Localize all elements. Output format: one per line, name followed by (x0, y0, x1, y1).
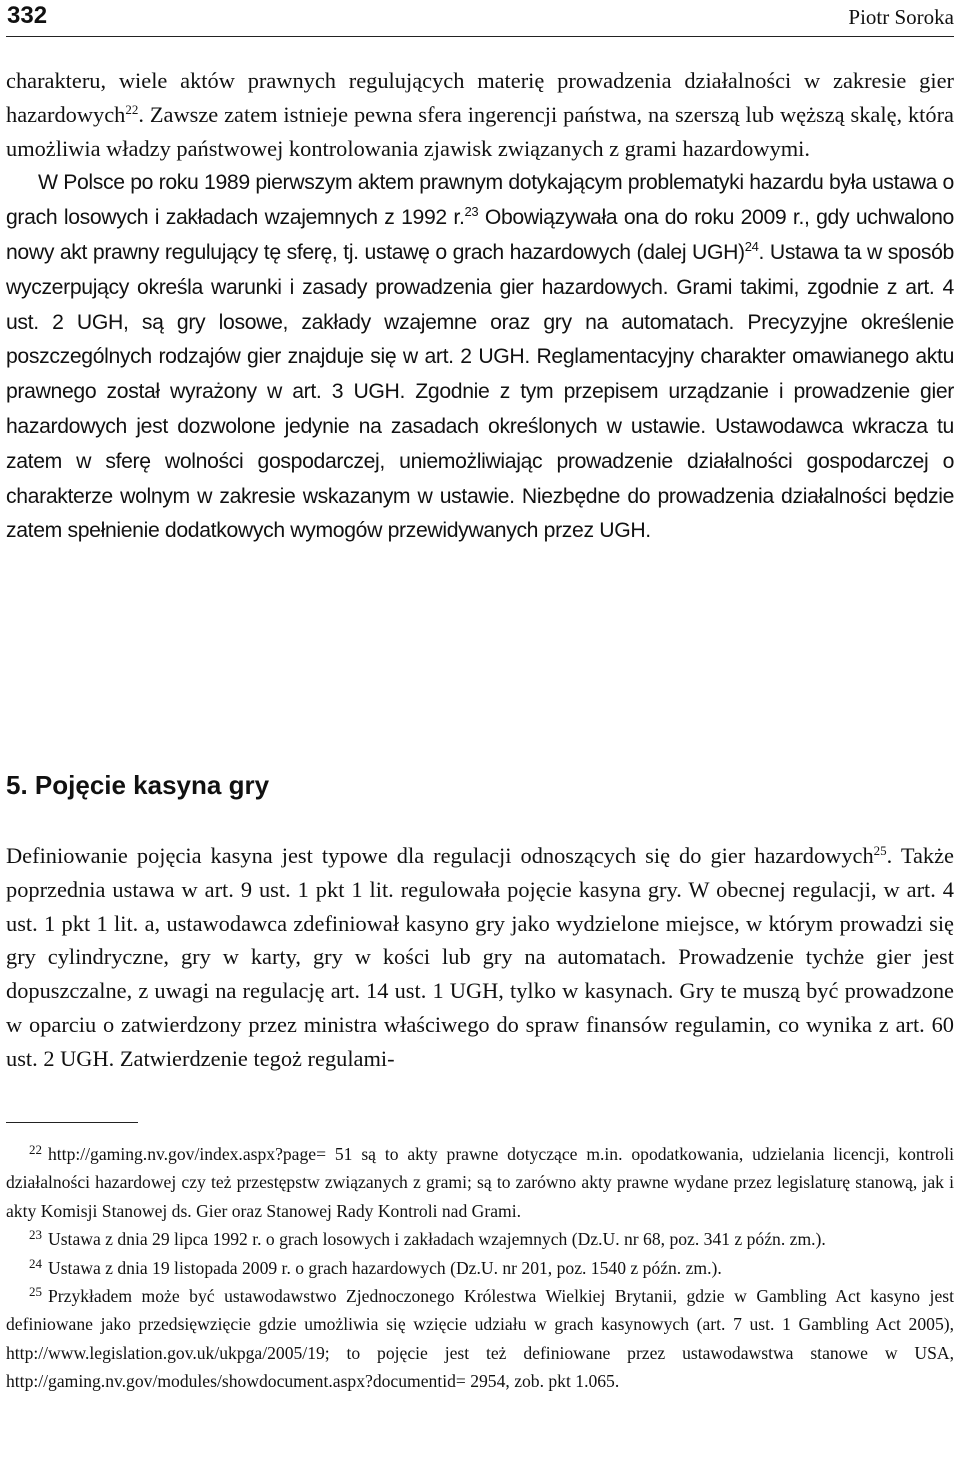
paragraph-text: Definiowanie pojęcia kasyna jest typowe dla regulacji odnoszących się do gier hazardowych (6, 843, 874, 868)
footnote-ref-22[interactable]: 22 (125, 101, 139, 117)
running-head-author: Piotr Soroka (848, 5, 954, 29)
paragraph-text: . Ustawa ta w sposób wyczerpujący określa warunki i zasady prowadzenia gier hazardowych. Grami takimi, zgodnie z art. 4 ust. 2 UGH, są gry losowe, zakłady wzajemne oraz gry na automatach. Precyzyjne określenie poszczególnych rodzajów gier znajduje się w art. 2 UGH. Reglamentacyjny charakter omawianego aktu prawnego został wyrażony w art. 3 UGH. Zgodnie z tym przepisem urządzanie i prowadzenie gier hazardowych jest dozwolone jedynie na zasadach określonych w ustawie. Ustawodawca wkracza tu zatem w sferę wolności gospodarczej, uniemożliwiając prowadzenie działalności gospodarczej o charakterze wolnym w zakresie wskazanym w ustawie. Niezbędne do prowadzenia działalności będzie zatem spełnienie dodatkowych wymogów przewidywanych przez UGH. (6, 240, 954, 543)
body-paragraph-2 (6, 839, 954, 1076)
footnote-ref-25[interactable]: 25 (873, 843, 887, 858)
footnote-ref-23[interactable]: 23 (464, 204, 479, 220)
footnote-ref-24[interactable]: 24 (744, 238, 759, 254)
paragraph-text: Obowiązywała ona do roku 2009 r., gdy uchwalono nowy akt prawny regulujący tę sferę, tj. ustawę o grach hazardowych (dalej UGH) (6, 206, 954, 264)
footnote-23: 23 Ustawa z dnia 29 lipca 1992 r. o grach losowych i zakładach wzajemnych (Dz.U. nr 68, poz. 341 z późn. zm.). (29, 1227, 826, 1250)
footnotes (6, 1140, 954, 1396)
footnote-text: Ustawa z dnia 19 listopada 2009 r. o grach hazardowych (Dz.U. nr 201, poz. 1540 z późn. zm.). (48, 1257, 722, 1278)
paragraph-text: . Także poprzednia ustawa w art. 9 ust. 1 pkt 1 lit. regulowała pojęcie kasyna gry. W obecnej regulacji, w art. 4 ust. 1 pkt 1 lit. a, ustawodawca zdefiniował kasyno gry jako wydzielone miejsce, w którym prowadzi się gry cylindryczne, gry w karty, gry w kości lub gry na automatach. Prowadzenie tychże gier jest dopuszczalne, z uwagi na regulację art. 14 ust. 1 UGH, tylko w kasynach. Gry te muszą być prowadzone w oparciu o zatwierdzony przez ministra właściwego do spraw finansów regulamin, co wynika z art. 60 ust. 2 UGH. Zatwierdzenie tegoż regulami- (6, 843, 954, 1071)
footnote-text: Przykładem może być ustawodawstwo Zjednoczonego Królestwa Wielkiej Brytanii, gdzie w Gambling Act kasyno jest definiowane jako przedsięwzięcie gdzie umożliwia się wzięcie udziału w grach kasynowych (art. 7 ust. 1 Gambling Act 2005), http://www.legislation.gov.uk/ukpga/2005/19; to pojęcie jest też definiowane przez ustawodawstwa stanowe w USA, http://gaming.nv.gov/modules/showdocument.aspx?documentid= 2954, zob. pkt 1.065. (6, 1286, 954, 1392)
footnote-24: 24 Ustawa z dnia 19 listopada 2009 r. o grach hazardowych (Dz.U. nr 201, poz. 1540 z późn. zm.). (29, 1255, 722, 1278)
footnote-text: http://gaming.nv.gov/index.aspx?page= 51 są to akty prawne dotyczące m.in. opodatkowania, udzielania licencji, kontroli działalności hazardowej czy też przestępstw związanych z grami; są to zarówno akty prawne wydane przez legislaturę stanową, jak i akty Komisji Stanowej ds. Gier oraz Stanowej Rady Kontroli nad Grami. (6, 1144, 954, 1221)
footnote-25: 25 Przykładem może być ustawodawstwo Zjednoczonego Królestwa Wielkiej Brytanii, gdzie w Gambling Act kasyno jest definiowane jako przedsięwzięcie gdzie umożliwia się wzięcie udziału w grach kasynowych (art. 7 ust. 1 Gambling Act 2005), http://www.legislation.gov.uk/ukpga/2005/19; to pojęcie jest też definiowane przez ustawodawstwa stanowe w USA, http://gaming.nv.gov/modules/showdocument.aspx?documentid= 2954, zob. pkt 1.065. (6, 1284, 954, 1392)
body-paragraph-1 (6, 64, 954, 548)
page-number: 332 (7, 2, 48, 29)
footnote-22: 22 http://gaming.nv.gov/index.aspx?page= 51 są to akty prawne dotyczące m.in. opodatkowania, udzielania licencji, kontroli działalności hazardowej czy też przestępstw związanych z grami; są to zarówno akty prawne wydane przez legislaturę stanową, jak i akty Komisji Stanowej ds. Gier oraz Stanowej Rady Kontroli nad Grami. (6, 1142, 954, 1221)
paragraph-text: W Polsce po roku 1989 pierwszym aktem prawnym dotykającym problematyki hazardu była ustawa o grach losowych i zakładach wzajemnych z 1992 r. (6, 171, 954, 230)
paragraph-text: charakteru, wiele aktów prawnych regulujących materię prowadzenia działalności w zakresie gier hazardowych (6, 68, 954, 127)
footnote-separator (6, 1122, 138, 1123)
footnote-text: Ustawa z dnia 29 lipca 1992 r. o grach losowych i zakładach wzajemnych (Dz.U. nr 68, poz. 341 z późn. zm.). (48, 1229, 826, 1250)
section-heading: 5. Pojęcie kasyna gry (6, 770, 270, 800)
paragraph-text: . Zawsze zatem istnieje pewna sfera ingerencji państwa, na szerszą lub węższą skalę, która umożliwia władzy państwowej kontrolowania zjawisk związanych z grami hazardowymi. (6, 101, 954, 161)
page-header (6, 0, 954, 37)
